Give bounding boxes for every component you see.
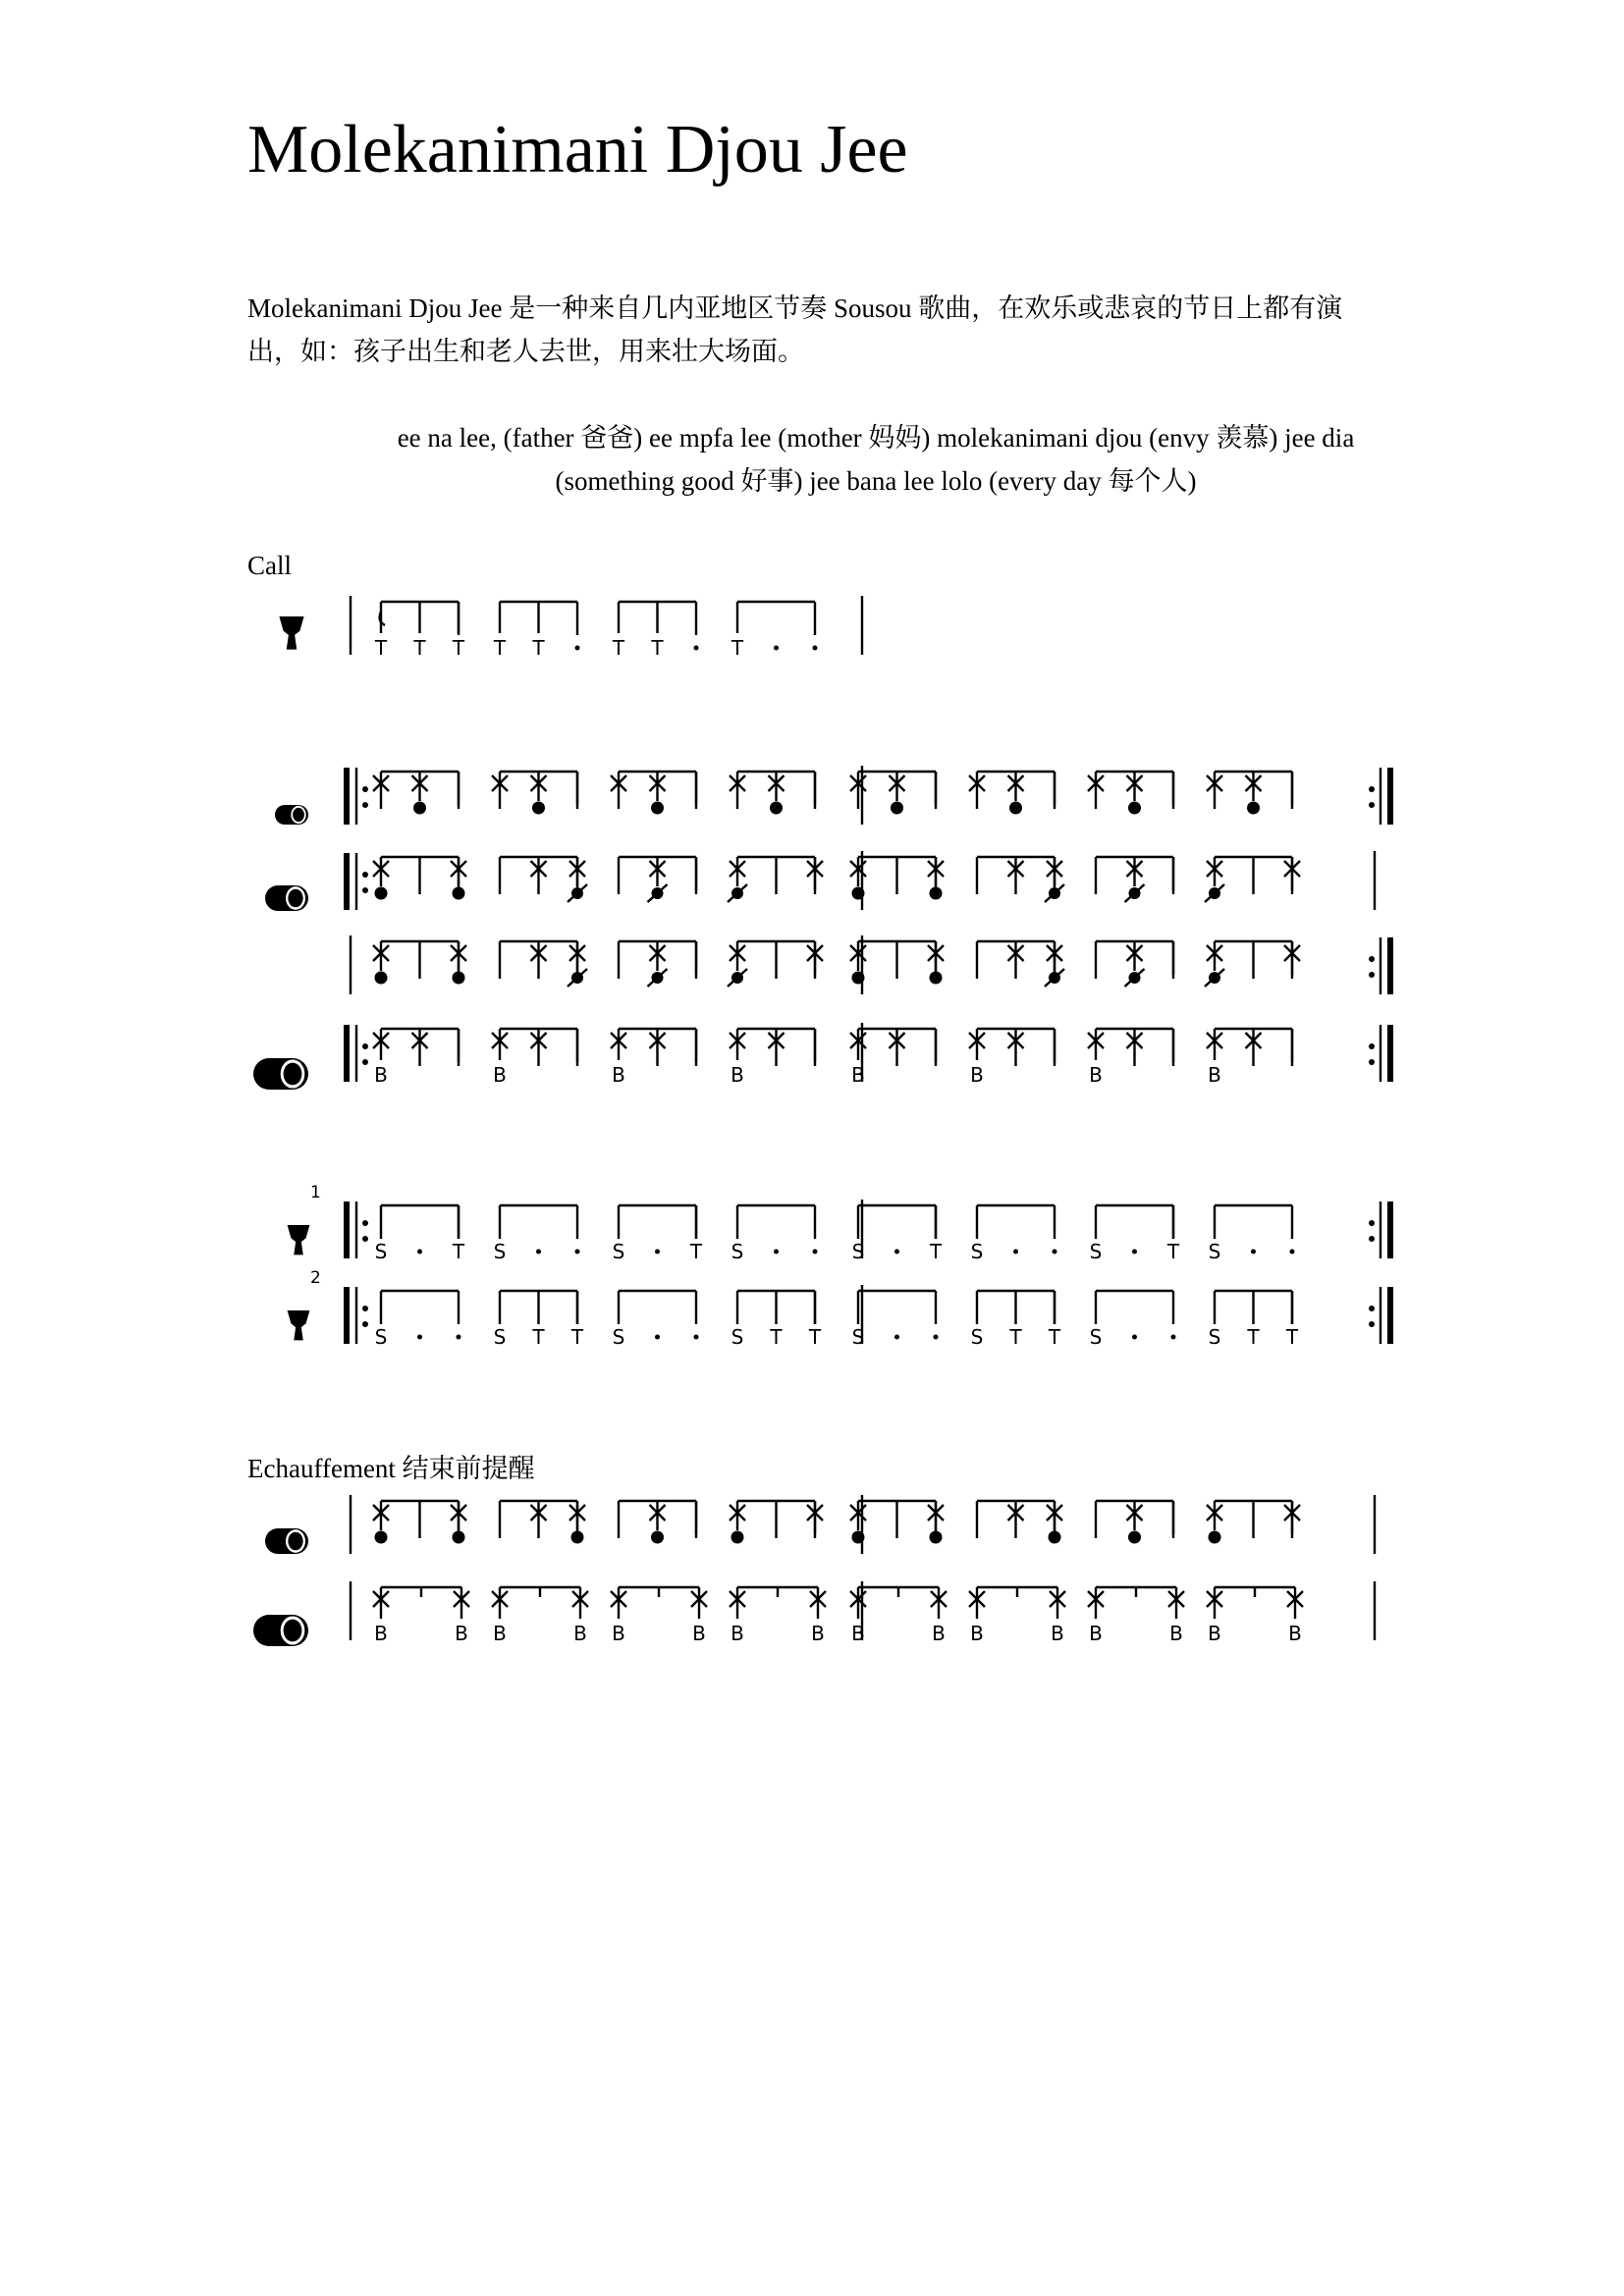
note-letter: T — [808, 1325, 822, 1349]
repeat-dot — [1369, 1043, 1375, 1049]
repeat-dot — [1369, 1236, 1375, 1242]
note-letter: T — [493, 636, 507, 660]
note-letter: S — [851, 1325, 865, 1349]
note-dot — [453, 887, 465, 900]
note-dot — [453, 972, 465, 985]
page-title: Molekanimani Djou Jee — [247, 112, 908, 187]
djembe1-staff — [347, 1200, 1390, 1263]
note-rest-dot — [655, 1250, 660, 1255]
djembe-number-2: 2 — [310, 1268, 321, 1288]
note-letter: B — [493, 1622, 507, 1645]
note-dot — [770, 802, 783, 815]
staves — [347, 596, 1390, 1645]
sangban-staff-a — [347, 851, 1375, 910]
echauffement-section-label: Echauffement 结束前提醒 — [247, 1454, 535, 1483]
note-letter: B — [455, 1622, 468, 1645]
note-letter: T — [689, 1240, 703, 1263]
note-letter: B — [731, 1622, 744, 1645]
note-letter: B — [851, 1622, 865, 1645]
note-letter: T — [1247, 1325, 1260, 1349]
note-dot — [453, 1531, 465, 1544]
note-letter: B — [692, 1622, 706, 1645]
note-letter: S — [1208, 1240, 1221, 1263]
note-rest-dot — [417, 1250, 422, 1255]
dundunba-icon-head-inner — [284, 1063, 302, 1086]
note-letter: S — [374, 1240, 388, 1263]
note-letter: B — [612, 1622, 625, 1645]
note-rest-dot — [417, 1335, 422, 1340]
note-letter: T — [1009, 1325, 1022, 1349]
note-letter: T — [929, 1240, 943, 1263]
note-dot — [1009, 802, 1022, 815]
note-rest-dot — [694, 646, 699, 651]
note-letter: B — [932, 1622, 946, 1645]
note-rest-dot — [813, 1250, 818, 1255]
note-rest-dot — [1132, 1335, 1137, 1340]
repeat-dot — [362, 1043, 368, 1049]
note-dot — [930, 887, 943, 900]
note-slash — [1125, 884, 1145, 902]
note-slash — [728, 969, 747, 987]
note-letter: T — [452, 636, 465, 660]
note-rest-dot — [1290, 1250, 1295, 1255]
note-letter: S — [970, 1240, 984, 1263]
sangban-staff-b — [351, 935, 1390, 994]
djembe-1-icon — [288, 1225, 310, 1255]
repeat-dot — [362, 872, 368, 878]
note-rest-dot — [774, 1250, 779, 1255]
repeat-dot — [362, 802, 368, 808]
repeat-dot — [1369, 1306, 1375, 1311]
note-rest-dot — [536, 1250, 541, 1255]
call-section-label: Call — [247, 551, 292, 580]
note-rest-dot — [457, 1335, 461, 1340]
note-letter: T — [612, 636, 625, 660]
note-letter: T — [1285, 1325, 1299, 1349]
instrument-icons — [253, 616, 321, 1646]
note-rest-dot — [655, 1335, 660, 1340]
note-dot — [571, 1531, 584, 1544]
note-rest-dot — [894, 1335, 899, 1340]
note-rest-dot — [1251, 1250, 1256, 1255]
note-rest-dot — [813, 646, 818, 651]
note-dot — [930, 1531, 943, 1544]
note-dot — [731, 1531, 744, 1544]
note-letter: S — [851, 1240, 865, 1263]
repeat-dot — [1369, 972, 1375, 978]
note-rest-dot — [1013, 1250, 1018, 1255]
note-rest-dot — [694, 1335, 699, 1340]
note-letter: B — [1288, 1622, 1302, 1645]
kenkeni-staff — [347, 766, 1390, 825]
ech-dundunba-staff — [351, 1581, 1375, 1645]
note-letter: S — [612, 1325, 625, 1349]
note-slash — [648, 884, 668, 902]
lyrics-text: ee na lee, (father 爸爸) ee mpfa lee (mother 妈妈) molekanimani djou (envy 羡慕) jee dia (something good 好事) jee bana lee lolo (every day 每个人) — [397, 423, 1355, 496]
repeat-dot — [1369, 786, 1375, 792]
note-letter: S — [731, 1240, 744, 1263]
note-letter: B — [1208, 1063, 1221, 1087]
repeat-dot — [1369, 802, 1375, 808]
sangban-icon-head-inner — [288, 1532, 302, 1551]
note-letter: S — [1089, 1325, 1103, 1349]
note-letter: T — [770, 1325, 783, 1349]
repeat-dot — [362, 786, 368, 792]
note-dot — [375, 972, 388, 985]
repeat-dot — [1369, 1321, 1375, 1327]
note-dot — [930, 972, 943, 985]
note-letter: B — [374, 1063, 388, 1087]
note-letter: B — [970, 1063, 984, 1087]
note-letter: B — [1169, 1622, 1183, 1645]
kenkeni-icon-head-inner — [293, 808, 304, 822]
note-dot — [375, 887, 388, 900]
note-letter: B — [573, 1622, 587, 1645]
note-letter: B — [851, 1063, 865, 1087]
repeat-dot — [362, 1306, 368, 1311]
note-letter: S — [731, 1325, 744, 1349]
note-letter: B — [1089, 1063, 1103, 1087]
djembe-2-icon — [288, 1310, 310, 1340]
note-dot — [1209, 1531, 1221, 1544]
note-dot — [651, 802, 664, 815]
note-letter: T — [532, 1325, 545, 1349]
note-rest-dot — [774, 646, 779, 651]
note-letter: B — [1089, 1622, 1103, 1645]
note-rest-dot — [1171, 1335, 1176, 1340]
intro-paragraph: Molekanimani Djou Jee 是一种来自几内亚地区节奏 Sousou 歌曲，在欢乐或悲哀的节日上都有演出，如：孩子出生和老人去世，用来壮大场面。 — [247, 294, 1343, 366]
note-letter: B — [1051, 1622, 1064, 1645]
repeat-dot — [362, 1321, 368, 1327]
note-letter: T — [1166, 1240, 1180, 1263]
note-letter: S — [493, 1240, 507, 1263]
note-letter: T — [532, 636, 545, 660]
repeat-dot — [362, 887, 368, 893]
repeat-dot — [1369, 1059, 1375, 1065]
djembe2-staff — [347, 1285, 1390, 1349]
repeat-dot — [1369, 956, 1375, 962]
dundunba-staff — [347, 1023, 1390, 1087]
note-dot — [1247, 802, 1260, 815]
call-flam — [380, 612, 385, 625]
note-letter: T — [452, 1240, 465, 1263]
note-letter: B — [612, 1063, 625, 1087]
djembe-number-1: 1 — [310, 1183, 321, 1202]
note-letter: S — [612, 1240, 625, 1263]
note-letter: T — [651, 636, 664, 660]
repeat-dot — [362, 1236, 368, 1242]
note-letter: T — [413, 636, 426, 660]
note-rest-dot — [894, 1250, 899, 1255]
note-rest-dot — [575, 1250, 580, 1255]
note-letter: T — [731, 636, 744, 660]
note-letter: S — [1208, 1325, 1221, 1349]
note-letter: B — [493, 1063, 507, 1087]
note-letter: B — [970, 1622, 984, 1645]
note-dot — [1128, 1531, 1141, 1544]
note-dot — [651, 1531, 664, 1544]
repeat-dot — [1369, 1220, 1375, 1226]
note-letter: B — [731, 1063, 744, 1087]
note-slash — [728, 884, 747, 902]
note-slash — [648, 969, 668, 987]
note-rest-dot — [575, 646, 580, 651]
note-letter: T — [570, 1325, 584, 1349]
note-slash — [1205, 969, 1224, 987]
note-letter: T — [374, 636, 388, 660]
note-dot — [891, 802, 903, 815]
ech-sangban-staff — [351, 1495, 1375, 1554]
note-letter: S — [970, 1325, 984, 1349]
note-slash — [1125, 969, 1145, 987]
note-letter: B — [811, 1622, 825, 1645]
note-letter: B — [374, 1622, 388, 1645]
note-letter: S — [374, 1325, 388, 1349]
repeat-dot — [362, 1059, 368, 1065]
djembe-icon — [279, 616, 303, 650]
note-dot — [413, 802, 426, 815]
note-letter: B — [1208, 1622, 1221, 1645]
sangban-icon-head-inner — [288, 889, 302, 908]
note-rest-dot — [934, 1335, 939, 1340]
note-dot — [1049, 1531, 1061, 1544]
dundunba-icon-head-inner — [284, 1620, 302, 1642]
note-letter: S — [1089, 1240, 1103, 1263]
note-dot — [532, 802, 545, 815]
note-rest-dot — [1053, 1250, 1057, 1255]
note-letter: T — [1048, 1325, 1061, 1349]
repeat-dot — [362, 1220, 368, 1226]
note-letter: S — [493, 1325, 507, 1349]
note-dot — [1128, 802, 1141, 815]
note-slash — [1205, 884, 1224, 902]
call-staff — [351, 596, 862, 660]
note-rest-dot — [1132, 1250, 1137, 1255]
note-dot — [375, 1531, 388, 1544]
